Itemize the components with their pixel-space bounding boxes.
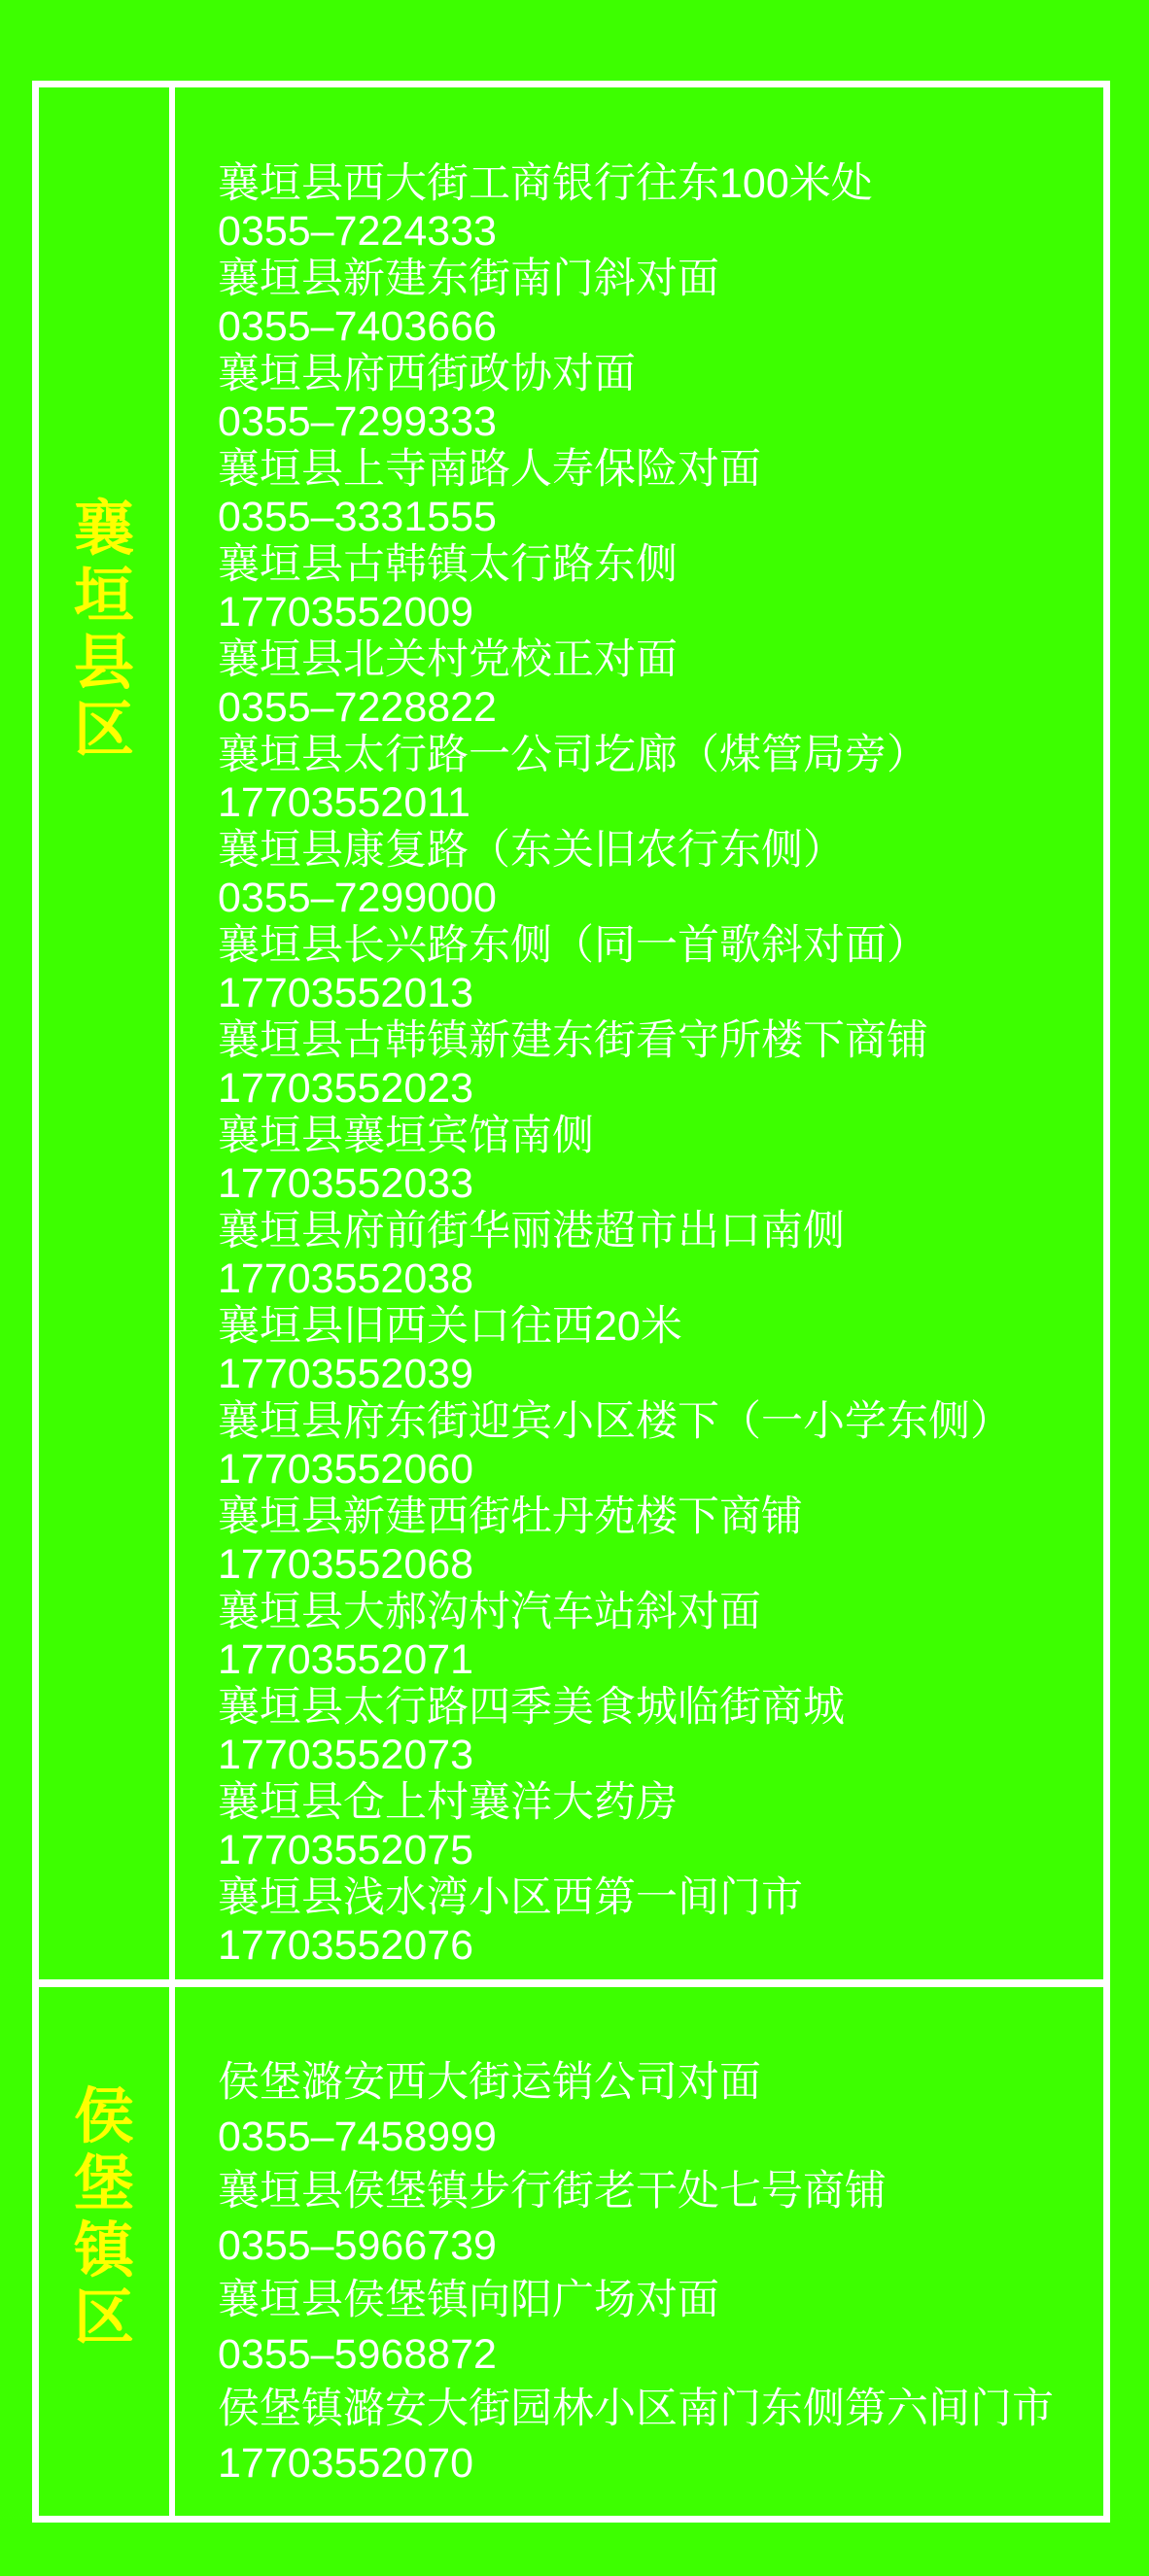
row-divider — [39, 1979, 1103, 1987]
address-line: 襄垣县府东街迎宾小区楼下（一小学东侧） — [218, 1398, 1012, 1445]
phone-line: 17703552073 — [218, 1732, 474, 1778]
phone-line: 0355–5968872 — [218, 2331, 497, 2378]
phone-line: 17703552009 — [218, 589, 474, 635]
address-line: 襄垣县府前街华丽港超市出口南侧 — [218, 1208, 845, 1254]
address-line: 襄垣县大郝沟村汽车站斜对面 — [218, 1589, 761, 1635]
phone-line: 0355–7403666 — [218, 303, 497, 350]
phone-line: 17703552071 — [218, 1636, 474, 1683]
phone-line: 0355–5966739 — [218, 2222, 497, 2269]
entry — [218, 1779, 1094, 1874]
section-label-cell — [39, 87, 169, 1979]
entry — [218, 2164, 1094, 2273]
entry — [218, 160, 1094, 256]
phone-line: 0355–7224333 — [218, 208, 497, 255]
address-line: 襄垣县旧西关口往西20米 — [218, 1303, 682, 1350]
section-entries-xiangyuan — [175, 87, 1103, 1979]
address-line: 襄垣县西大街工商银行往东100米处 — [218, 160, 873, 207]
entry — [218, 2382, 1094, 2490]
entry — [218, 1494, 1094, 1589]
section-xiangyuan-county — [39, 87, 1103, 1979]
entry — [218, 541, 1094, 636]
address-line: 襄垣县新建东街南门斜对面 — [218, 256, 719, 302]
phone-line: 0355–3331555 — [218, 494, 497, 540]
address-line: 襄垣县古韩镇太行路东侧 — [218, 541, 678, 588]
entry — [218, 2055, 1094, 2164]
entry — [218, 1398, 1094, 1494]
address-line: 襄垣县康复路（东关旧农行东侧） — [218, 827, 845, 874]
address-line: 襄垣县上寺南路人寿保险对面 — [218, 446, 761, 493]
phone-line: 17703552075 — [218, 1827, 474, 1873]
address-line: 侯堡潞安西大街运销公司对面 — [218, 2059, 761, 2106]
address-line: 襄垣县新建西街牡丹苑楼下商铺 — [218, 1494, 803, 1540]
phone-line: 17703552023 — [218, 1065, 474, 1112]
entry — [218, 2273, 1094, 2382]
section-label-houbao: 侯堡镇区 — [74, 2083, 135, 2352]
entry — [218, 732, 1094, 827]
address-line: 襄垣县仓上村襄洋大药房 — [218, 1779, 678, 1826]
address-line: 襄垣县北关村党校正对面 — [218, 636, 678, 683]
phone-line: 17703552033 — [218, 1160, 474, 1207]
phone-line: 0355–7299000 — [218, 875, 497, 921]
entry — [218, 1874, 1094, 1970]
entry — [218, 1589, 1094, 1684]
address-line: 襄垣县襄垣宾馆南侧 — [218, 1113, 594, 1159]
address-line: 襄垣县侯堡镇步行街老干处七号商铺 — [218, 2168, 887, 2215]
entry — [218, 1684, 1094, 1779]
contact-table — [32, 81, 1110, 2523]
phone-line: 17703552011 — [218, 779, 470, 826]
entry — [218, 1303, 1094, 1398]
address-line: 襄垣县浅水湾小区西第一间门市 — [218, 1874, 803, 1921]
phone-line: 0355–7228822 — [218, 684, 497, 731]
entry — [218, 1208, 1094, 1303]
entry — [218, 922, 1094, 1017]
section-houbao-town — [39, 1987, 1103, 2516]
phone-line: 17703552068 — [218, 1541, 474, 1588]
phone-line: 0355–7458999 — [218, 2113, 497, 2160]
entry — [218, 636, 1094, 732]
entry — [218, 1017, 1094, 1113]
entry — [218, 1113, 1094, 1208]
phone-line: 17703552013 — [218, 970, 474, 1016]
section-entries-houbao — [175, 1987, 1103, 2516]
entry — [218, 446, 1094, 541]
phone-line: 17703552060 — [218, 1446, 474, 1493]
address-line: 襄垣县长兴路东侧（同一首歌斜对面） — [218, 922, 928, 969]
entry — [218, 827, 1094, 922]
address-line: 襄垣县侯堡镇向阳广场对面 — [218, 2277, 719, 2323]
phone-line: 0355–7299333 — [218, 398, 497, 445]
entry — [218, 256, 1094, 351]
phone-line: 17703552070 — [218, 2440, 474, 2487]
phone-line: 17703552038 — [218, 1255, 474, 1302]
address-line: 襄垣县府西街政协对面 — [218, 351, 636, 397]
phone-line: 17703552076 — [218, 1922, 474, 1969]
phone-line: 17703552039 — [218, 1351, 474, 1397]
section-label-cell — [39, 1987, 169, 2516]
address-line: 襄垣县太行路四季美食城临街商城 — [218, 1684, 845, 1731]
section-label-xiangyuan: 襄垣县区 — [74, 496, 135, 764]
address-line: 襄垣县古韩镇新建东街看守所楼下商铺 — [218, 1017, 928, 1064]
address-line: 侯堡镇潞安大街园林小区南门东侧第六间门市 — [218, 2386, 1054, 2432]
address-line: 襄垣县太行路一公司圪廊（煤管局旁） — [218, 732, 928, 778]
entry — [218, 351, 1094, 446]
